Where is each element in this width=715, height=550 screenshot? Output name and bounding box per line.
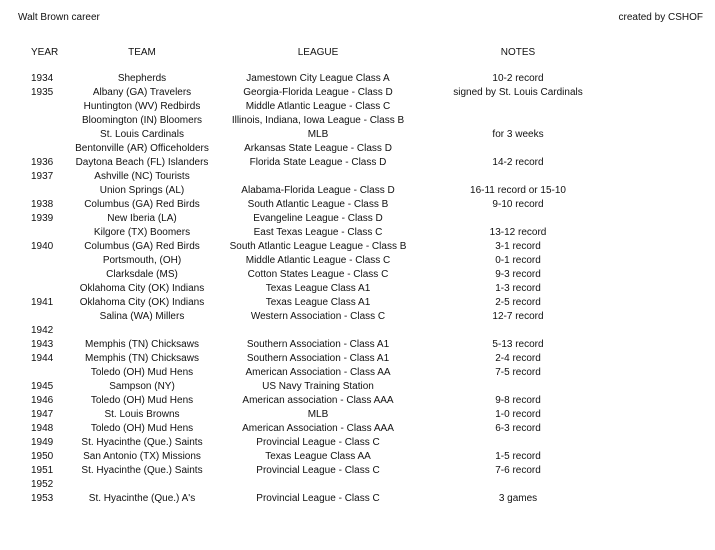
- table-header: YEAR TEAM LEAGUE NOTES: [31, 47, 536, 58]
- cell-year: 1952: [31, 479, 54, 490]
- table-row: 1950 San Antonio (TX) Missions Texas League Class AA 1-5 record: [31, 451, 541, 462]
- cell-year: 1941: [31, 297, 54, 308]
- table-row: 1945 Sampson (NY) US Navy Training Station: [31, 381, 374, 392]
- cell-year: 1939: [31, 213, 54, 224]
- table-row: Huntington (WV) Redbirds Middle Atlantic League - Class C: [83, 101, 391, 112]
- cell-year: 1946: [31, 395, 54, 406]
- table-row: Union Springs (AL) Alabama-Florida League - Class D 16-11 record or 15-10: [99, 185, 566, 196]
- cell-year: 1937: [31, 171, 54, 182]
- table-row: 1948 Toledo (OH) Mud Hens American Association - Class AAA 6-3 record: [31, 423, 541, 434]
- table-row: Kilgore (TX) Boomers East Texas League - Class C 13-12 record: [93, 227, 547, 238]
- table-row: Portsmouth, (OH) Middle Atlantic League - Class C 0-1 record: [102, 255, 541, 266]
- table-row: 1937 Ashville (NC) Tourists: [31, 171, 190, 182]
- table-row: 1944 Memphis (TN) Chicksaws Southern Association - Class A1 2-4 record: [31, 353, 541, 364]
- table-row: 1953 St. Hyacinthe (Que.) A's Provincial League - Class C 3 games: [31, 493, 538, 504]
- cell-year: 1944: [31, 353, 54, 364]
- table-row: 1943 Memphis (TN) Chicksaws Southern Association - Class A1 5-13 record: [31, 339, 544, 350]
- cell-year: 1936: [31, 157, 54, 168]
- cell-year: 1947: [31, 409, 54, 420]
- table-row: Salina (WA) Millers Western Association - Class C 12-7 record: [99, 311, 544, 322]
- table-row: Oklahoma City (OK) Indians Texas League Class A1 1-3 record: [79, 283, 541, 294]
- table-row: 1935 Albany (GA) Travelers Georgia-Florida League - Class D signed by St. Louis Cardinals: [31, 87, 583, 98]
- table-row: Clarksdale (MS) Cotton States League - Class C 9-3 record: [106, 269, 541, 280]
- table-row: 1939 New Iberia (LA) Evangeline League - Class D: [31, 213, 383, 224]
- table-row: [0, 478, 715, 492]
- cell-year: 1934: [31, 73, 54, 84]
- table-row: 1946 Toledo (OH) Mud Hens American association - Class AAA 9-8 record: [31, 395, 541, 406]
- cell-year: 1948: [31, 423, 54, 434]
- table-row: Bentonville (AR) Officeholders Arkansas State League - Class D: [75, 143, 392, 154]
- table-row: St. Louis Cardinals MLB for 3 weeks: [100, 129, 544, 140]
- credit-text: created by CSHOF: [618, 12, 703, 23]
- table-row: 1938 Columbus (GA) Red Birds South Atlantic League - Class B 9-10 record: [31, 199, 544, 210]
- document-title: Walt Brown career: [18, 12, 100, 23]
- table-row: Toledo (OH) Mud Hens American Association - Class AA 7-5 record: [90, 367, 541, 378]
- cell-year: 1935: [31, 87, 54, 98]
- table-row: 1936 Daytona Beach (FL) Islanders Florida State League - Class D 14-2 record: [31, 157, 544, 168]
- table-row: 1949 St. Hyacinthe (Que.) Saints Provincial League - Class C: [31, 437, 380, 448]
- cell-year: 1950: [31, 451, 54, 462]
- table-row: Bloomington (IN) Bloomers Illinois, Indiana, Iowa League - Class B: [81, 115, 405, 126]
- table-row: 1934 Shepherds Jamestown City League Class A 10-2 record: [31, 73, 544, 84]
- table-row: 1941 Oklahoma City (OK) Indians Texas League Class A1 2-5 record: [31, 297, 541, 308]
- cell-year: 1949: [31, 437, 54, 448]
- cell-year: 1945: [31, 381, 54, 392]
- cell-year: 1951: [31, 465, 54, 476]
- table-row: [0, 324, 715, 338]
- cell-year: 1938: [31, 199, 54, 210]
- cell-year: 1940: [31, 241, 54, 252]
- table-row: 1940 Columbus (GA) Red Birds South Atlantic League League - Class B 3-1 record: [31, 241, 541, 252]
- table-row: 1947 St. Louis Browns MLB 1-0 record: [31, 409, 541, 420]
- header-year: YEAR: [31, 47, 59, 58]
- cell-year: 1942: [31, 325, 54, 336]
- cell-year: 1953: [31, 493, 54, 504]
- cell-year: 1943: [31, 339, 54, 350]
- table-row: 1951 St. Hyacinthe (Que.) Saints Provincial League - Class C 7-6 record: [31, 465, 541, 476]
